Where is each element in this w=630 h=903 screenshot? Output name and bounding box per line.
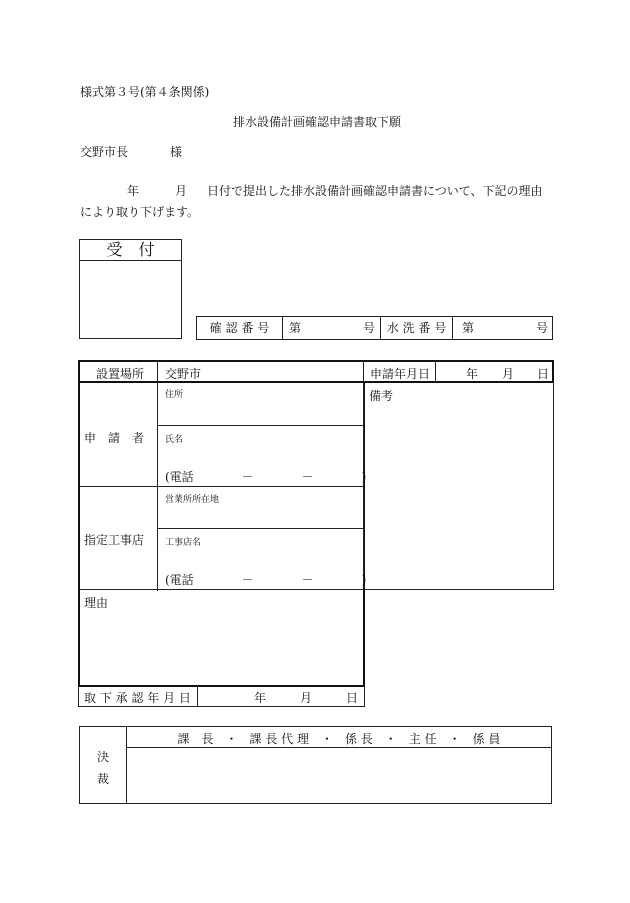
flush-number-dai: 第 [462, 321, 475, 335]
withdrawal-day: 日 [346, 691, 359, 705]
flush-number-label: 水 洗 番 号 [381, 317, 453, 339]
number-row [196, 316, 553, 340]
withdrawal-month: 月 [300, 691, 313, 705]
withdrawal-label: 取 下 承 認 年 月 日 [84, 691, 191, 705]
applicant-phone: (電話 － － ) [165, 470, 367, 484]
applicant-label: 申 請 者 [84, 431, 145, 445]
application-date-day: 日 [537, 367, 550, 381]
remarks-box [363, 381, 554, 590]
divider [80, 589, 363, 590]
divider [80, 486, 363, 487]
application-date-label: 申請年月日 [370, 367, 431, 381]
location-value: 交野市 [165, 367, 202, 381]
contractor-name-label: 工事店名 [165, 538, 202, 548]
reception-box [79, 239, 182, 339]
divider [127, 747, 551, 748]
form-number: 様式第３号(第４条関係) [80, 85, 210, 99]
applicant-address-label: 住所 [165, 390, 184, 400]
reception-label: 受 付 [80, 240, 181, 261]
confirm-number-go: 号 [363, 321, 376, 335]
approval-roles: 課 長 ・ 課 長 代 理 ・ 係 長 ・ 主 任 ・ 係 員 [177, 732, 501, 746]
contractor-label: 指定工事店 [84, 533, 145, 547]
confirm-number-dai: 第 [289, 321, 302, 335]
addressee-name: 交野市長 [80, 145, 129, 159]
remarks-label: 備考 [369, 389, 394, 403]
divider [158, 528, 363, 529]
flush-number-go: 号 [536, 321, 549, 335]
document-title: 排水設備計画確認申請書取下願 [233, 115, 402, 129]
body-line2: により取り下げます。 [80, 205, 200, 219]
approval-label-bottom: 裁 [97, 772, 110, 786]
divider [363, 362, 364, 382]
applicant-name-label: 氏名 [165, 435, 184, 445]
contractor-office-label: 営業所所在地 [165, 495, 220, 505]
reason-label: 理由 [84, 596, 109, 610]
body-month: 月 [175, 184, 188, 198]
location-label: 設置場所 [96, 367, 145, 381]
application-date-year: 年 [466, 367, 479, 381]
body-line1: 日付で提出した排水設備計画確認申請書について、下記の理由 [207, 184, 543, 198]
divider [158, 425, 363, 426]
divider [157, 362, 158, 382]
approval-label-top: 決 [97, 750, 110, 764]
contractor-phone: (電話 － － ) [165, 573, 367, 587]
divider [197, 687, 198, 706]
main-table-header-row [78, 360, 554, 383]
withdrawal-year: 年 [254, 691, 267, 705]
body-year: 年 [127, 184, 140, 198]
divider [435, 362, 436, 382]
addressee-suffix: 様 [170, 145, 183, 159]
confirm-number-label: 確 認 番 号 [197, 317, 283, 339]
approval-box [79, 726, 552, 804]
application-date-month: 月 [502, 367, 515, 381]
